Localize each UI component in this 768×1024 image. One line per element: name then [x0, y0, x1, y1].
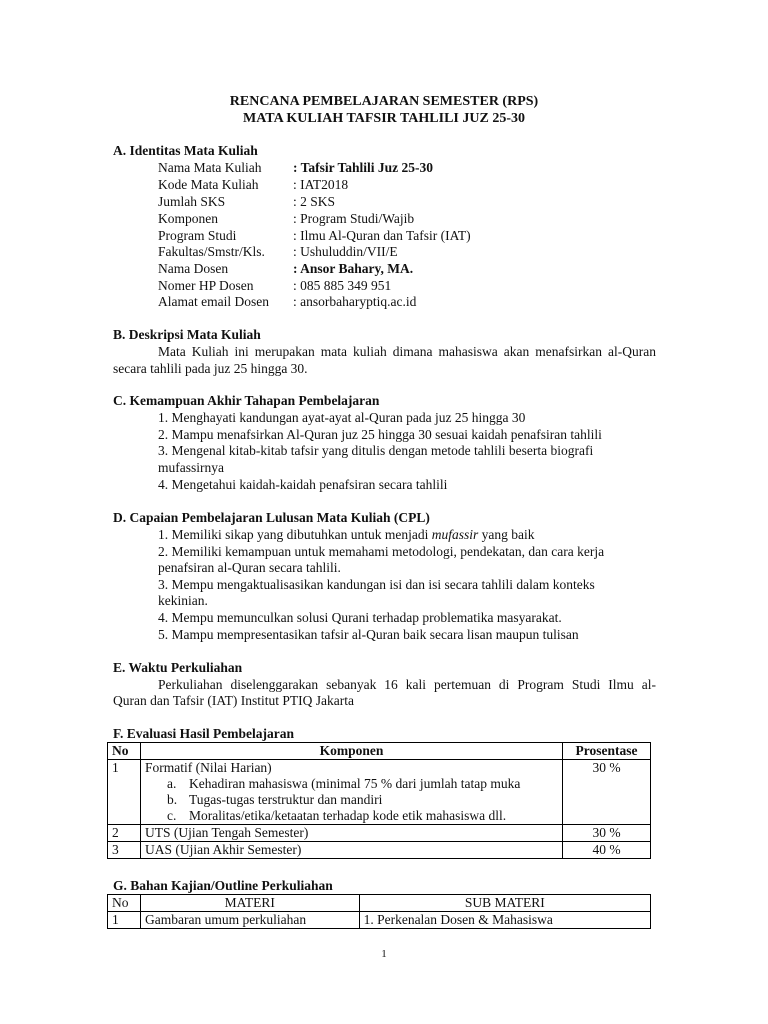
identity-value: : Tafsir Tahlili Juz 25-30 — [293, 160, 434, 175]
table-header-row — [108, 895, 651, 912]
column-header: Komponen — [140, 743, 562, 760]
identity-value: : 085 885 349 951 — [293, 278, 392, 293]
table-row — [108, 912, 651, 929]
section-e-heading: E. Waktu Perkuliahan — [113, 660, 243, 675]
table-row — [108, 842, 651, 859]
identity-label: Nomer HP Dosen — [158, 278, 254, 293]
list-item: 2. Mampu menafsirkan Al-Quran juz 25 hingga 30 sesuai kaidah penafsiran tahlili — [158, 427, 602, 442]
identity-value: : Ilmu Al-Quran dan Tafsir (IAT) — [293, 228, 471, 243]
identity-label: Fakultas/Smstr/Kls. — [158, 244, 265, 259]
column-header: MATERI — [140, 895, 359, 912]
list-item: mufassirnya — [158, 460, 224, 475]
percentage-cell: 30 % — [563, 825, 651, 842]
description-line: Mata Kuliah ini merupakan mata kuliah dimana mahasiswa akan menafsirkan al-Quran — [158, 344, 656, 359]
component-cell: UTS (Ujian Tengah Semester) — [140, 825, 562, 842]
row-number: 1 — [108, 760, 141, 825]
schedule-line: Perkuliahan diselenggarakan sebanyak 16 kali pertemuan di Program Studi Ilmu al- — [158, 677, 656, 692]
column-header: SUB MATERI — [359, 895, 650, 912]
list-item: 4. Mengetahui kaidah-kaidah penafsiran secara tahlili — [158, 477, 448, 492]
identity-label: Jumlah SKS — [158, 194, 226, 209]
doc-title-line1: RENCANA PEMBELAJARAN SEMESTER (RPS) — [229, 94, 539, 109]
section-b-heading: B. Deskripsi Mata Kuliah — [113, 327, 261, 342]
subitem-letter: b. — [166, 792, 178, 807]
subitem-text: Kehadiran mahasiswa (minimal 75 % dari jumlah tatap muka — [188, 776, 521, 791]
identity-label: Kode Mata Kuliah — [158, 177, 259, 192]
section-c-heading: C. Kemampuan Akhir Tahapan Pembelajaran — [113, 393, 380, 408]
list-item: 5. Mampu mempresentasikan tafsir al-Quran baik secara lisan maupun tulisan — [158, 627, 579, 642]
outline-table — [107, 894, 651, 929]
percentage-cell: 40 % — [563, 842, 651, 859]
row-number: 1 — [108, 912, 141, 929]
table-row — [108, 825, 651, 842]
identity-value: : Ansor Bahary, MA. — [293, 261, 414, 276]
column-header: No — [108, 743, 141, 760]
list-item: 4. Mempu memunculkan solusi Qurani terhadap problematika masyarakat. — [158, 610, 562, 625]
component-subitem — [145, 792, 558, 808]
list-item: 1. Menghayati kandungan ayat-ayat al-Quran pada juz 25 hingga 30 — [158, 410, 526, 425]
identity-label: Alamat email Dosen — [158, 294, 269, 309]
list-item: 3. Mempu mengaktualisasikan kandungan isi dan isi secara tahlili dalam konteks — [158, 577, 595, 592]
schedule-line: Quran dan Tafsir (IAT) Institut PTIQ Jakarta — [113, 693, 354, 708]
list-item — [158, 527, 534, 543]
component-cell — [140, 760, 562, 825]
column-header: Prosentase — [563, 743, 651, 760]
identity-value: : ansorbaharyptiq.ac.id — [293, 294, 417, 309]
list-item-text: 1. Memiliki sikap yang dibutuhkan untuk menjadi — [158, 527, 432, 542]
list-item: 2. Memiliki kemampuan untuk memahami metodologi, pendekatan, dan cara kerja — [158, 544, 605, 559]
description-line: secara tahlili pada juz 25 hingga 30. — [113, 361, 308, 376]
identity-label: Nama Mata Kuliah — [158, 160, 262, 175]
table-row — [108, 760, 651, 825]
identity-value: : Ushuluddin/VII/E — [293, 244, 398, 259]
component-subitem — [145, 808, 558, 824]
table-header-row — [108, 743, 651, 760]
identity-label: Komponen — [158, 211, 218, 226]
row-number: 2 — [108, 825, 141, 842]
section-a-heading: A. Identitas Mata Kuliah — [113, 143, 258, 158]
list-item: 3. Mengenal kitab-kitab tafsir yang ditulis dengan metode tahlili beserta biografi — [158, 443, 594, 458]
component-title: Formatif (Nilai Harian) — [144, 760, 272, 775]
identity-value: : 2 SKS — [293, 194, 336, 209]
row-number: 3 — [108, 842, 141, 859]
subitem-letter: a. — [166, 776, 177, 791]
identity-label: Program Studi — [158, 228, 237, 243]
list-item-emphasis: mufassir — [431, 527, 479, 542]
list-item: penafsiran al-Quran secara tahlili. — [158, 560, 341, 575]
doc-title-line2: MATA KULIAH TAFSIR TAHLILI JUZ 25-30 — [243, 111, 525, 126]
list-item: kekinian. — [158, 593, 208, 608]
section-g-heading: G. Bahan Kajian/Outline Perkuliahan — [113, 878, 333, 893]
identity-value: : IAT2018 — [293, 177, 349, 192]
page-number: 1 — [381, 948, 387, 960]
component-subitem — [145, 776, 558, 792]
subitem-text: Tugas-tugas terstruktur dan mandiri — [188, 792, 383, 807]
identity-value: : Program Studi/Wajib — [293, 211, 415, 226]
evaluation-table — [107, 742, 651, 859]
column-header: No — [108, 895, 141, 912]
section-f-heading: F. Evaluasi Hasil Pembelajaran — [113, 726, 295, 741]
percentage-cell: 30 % — [563, 760, 651, 825]
sub-materi-cell: 1. Perkenalan Dosen & Mahasiswa — [359, 912, 650, 929]
subitem-text: Moralitas/etika/ketaatan terhadap kode etik mahasiswa dll. — [188, 808, 507, 823]
list-item-text: yang baik — [478, 527, 535, 542]
subitem-letter: c. — [166, 808, 177, 823]
identity-label: Nama Dosen — [158, 261, 229, 276]
section-d-heading: D. Capaian Pembelajaran Lulusan Mata Kuliah (CPL) — [113, 510, 430, 525]
component-cell: UAS (Ujian Akhir Semester) — [140, 842, 562, 859]
materi-cell: Gambaran umum perkuliahan — [140, 912, 359, 929]
